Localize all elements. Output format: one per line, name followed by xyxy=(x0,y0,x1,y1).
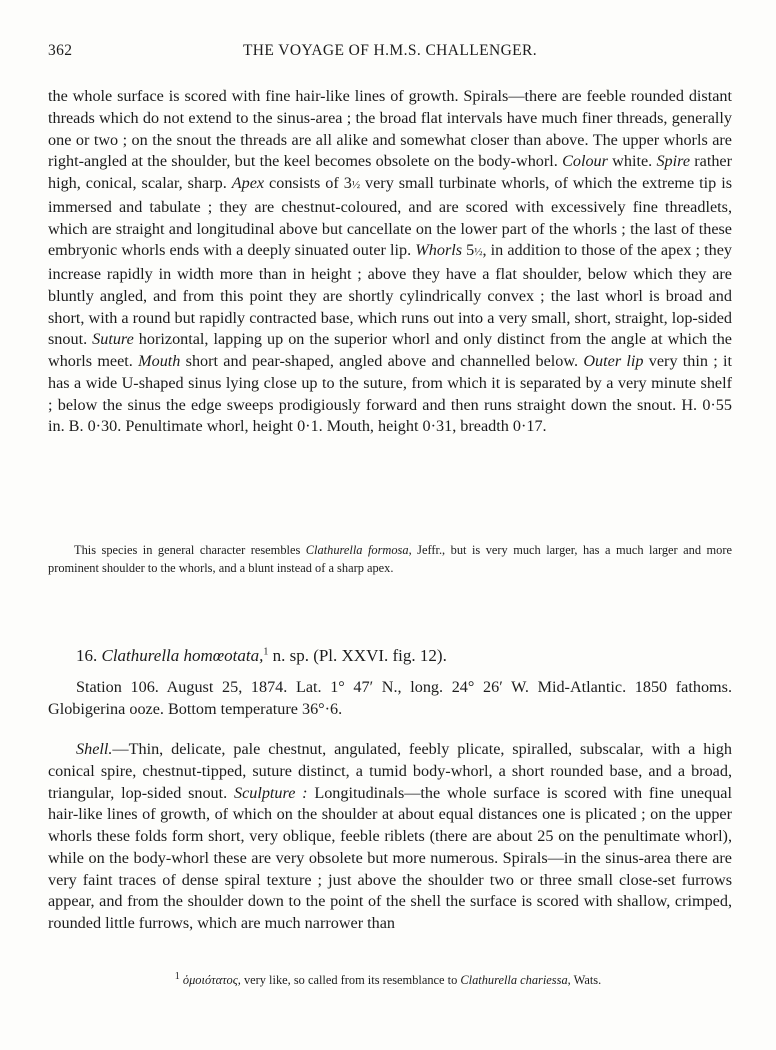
footnote: $^1$ ὁμοιότατος, very like, so called from its resemblance to Clathurella chariessa, Wats. xyxy=(174,970,602,987)
footnote-species: Clathurella chariessa xyxy=(460,973,568,987)
whorls-fraction: ½ xyxy=(474,246,483,259)
shell-paragraph: Shell.—Thin, delicate, pale chestnut, angulated, feebly plicate, spiralled, subscalar, with a high conical spire, chestnut-tipped, suture distinct, a tumid body-whorl, a short rounded base, and a broad, triangular, lop-sided snout. Sculpture : Longitudinals—the whole surface is scored with fine unequal hair-like lines of growth, of which on the shoulder at about equal distances one is plicated ; on the upper whorls these folds form short, very oblique, feeble riblets (there are about 25 on the penultimate whorl), while on the body-whorl these are very obsolete but more numerous. Spirals—in the sinus-area there are very faint traces of dense spiral texture ; just above the shoulder two or three small close-set furrows appear, and from the shoulder down to the point of the shell the surface is scored with shallow, crimped, rounded little furrows, which are much narrower than xyxy=(48,740,732,932)
note-species: Clathurella formosa xyxy=(305,543,409,557)
spire-label: Spire xyxy=(656,152,691,171)
colour-label: Colour xyxy=(562,152,608,171)
page-header xyxy=(48,42,732,66)
suture-label: Suture xyxy=(92,330,134,349)
mouth-label: Mouth xyxy=(138,352,181,370)
page-number: 362 xyxy=(48,42,73,59)
running-title: THE VOYAGE OF H.M.S. CHALLENGER. xyxy=(242,42,538,59)
sculpture-label: Sculpture : xyxy=(233,783,308,802)
apex-label: Apex xyxy=(231,174,265,192)
outer-lip-label: Outer lip xyxy=(583,352,644,370)
footnote-number: 1 xyxy=(174,970,180,982)
whorls-label: Whorls xyxy=(415,241,463,260)
comparison-note: This species in general character resembles Clathurella formosa, Jeffr., but is very much larger, has a much larger and more prominent shoulder to the whorls, and a blunt instead of a sharp apex. xyxy=(48,543,732,575)
shell-label: Shell. xyxy=(76,740,113,758)
species-heading: 16. Clathurella homœotata,$^1$ n. sp. (Pl. XXVI. fig. 12). xyxy=(76,646,447,665)
heading-species: Clathurella homœotata, xyxy=(101,646,264,665)
description-paragraph: the whole surface is scored with fine hair-like lines of growth. Spirals—there are feeble rounded distant threads which do not extend to the sinus-area ; the broad flat intervals have much finer threads, generally one or two ; on the snout the threads are all alike and somewhat closer than above. The upper whorls are right-angled at the shoulder, but the keel becomes obsolete on the body-whorl. Colour white. Spire rather high, conical, scalar, sharp. Apex consists of 3½ very small turbinate whorls, of which the extreme tip is immersed and tabulate ; they are chestnut-coloured, and are scored with excessively fine threadlets, which are straight and longitudinal above but cancellate on the lower part of the whorls ; the last of these embryonic whorls ends with a deeply sinuated outer lip. Whorls 5½, in addition to those of the apex ; they increase rapidly in width more than in height ; above they have a flat shoulder, below which they are bluntly angled, and from this point they are shortly cylindrically convex ; the last whorl is broad and short, with a round but rapidly contracted base, which runs out into a very small, short, straight, lop-sided snout. Suture horizontal, lapping up on the superior whorl and only distinct from the angle at which the whorls meet. Mouth short and pear-shaped, angled above and channelled below. Outer lip very thin ; it has a wide U-shaped sinus lying close up to the suture, from which it is separated by a very minute shelf ; below the sinus the edge sweeps prodigiously forward and then runs straight down the snout. H. 0·55 in. B. 0·30. Penultimate whorl, height 0·1. Mouth, height 0·31, breadth 0·17. xyxy=(48,87,733,436)
station-info: Station 106. August 25, 1874. Lat. 1° 47′ N., long. 24° 26′ W. Mid-Atlantic. 1850 fathoms. Globigerina ooze. Bottom temperature 36°·6. xyxy=(48,678,732,718)
footnote-greek: ὁμοιότατος, xyxy=(179,973,241,987)
apex-fraction: ½ xyxy=(351,179,361,191)
footnote-marker: 1 xyxy=(263,646,269,658)
